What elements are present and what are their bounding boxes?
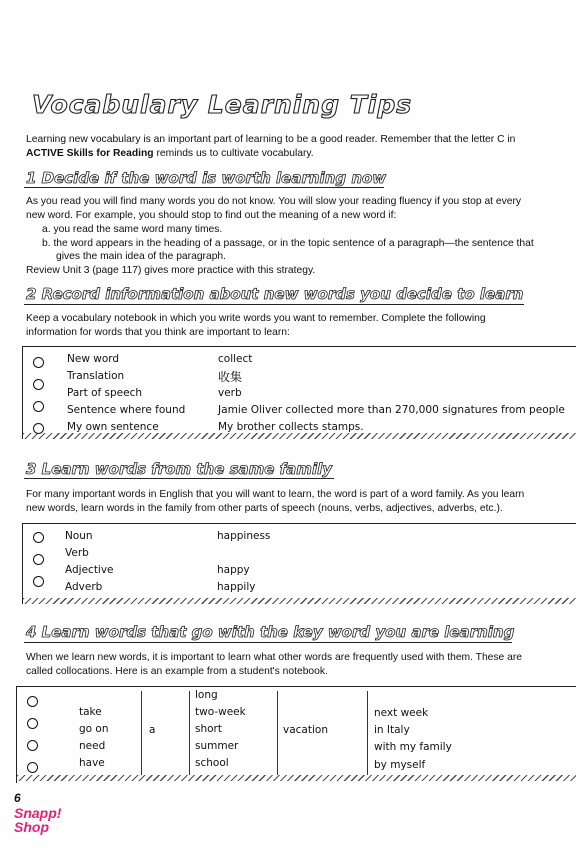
modifier-cell: short — [195, 723, 222, 735]
binder-hole-icon — [27, 762, 38, 773]
family-value: happy — [217, 564, 250, 576]
binder-hole-icon — [33, 379, 44, 390]
record-value: Jamie Oliver collected more than 270,000 signatures from people — [218, 404, 565, 416]
modifier-cell: long — [195, 689, 218, 701]
after-cell: by myself — [374, 759, 426, 771]
column-divider — [141, 691, 142, 775]
torn-edge — [23, 598, 576, 604]
binder-hole-icon — [27, 718, 38, 729]
binder-hole-icon — [33, 554, 44, 565]
record-label: New word — [67, 353, 120, 365]
section-1-line: a. you read the same word many times. — [42, 224, 223, 235]
record-label: Part of speech — [67, 387, 143, 399]
section-3-line: new words, learn words in the family from other parts of speech (nouns, verbs, adjectives, adverbs, etc.). — [26, 503, 503, 514]
page-title: Vocabulary Learning Tips — [32, 90, 413, 119]
section-1-line: Review Unit 3 (page 117) gives more practice with this strategy. — [26, 265, 316, 276]
modifier-cell: two-week — [195, 706, 246, 718]
section-1-heading: 1 Decide if the word is worth learning now — [26, 169, 387, 187]
record-value: My brother collects stamps. — [218, 421, 364, 433]
verb-cell: take — [79, 706, 102, 718]
family-label: Verb — [65, 547, 89, 559]
after-cell: next week — [374, 707, 429, 719]
page-number: 6 — [14, 791, 21, 805]
family-label: Noun — [65, 530, 93, 542]
binder-hole-icon — [33, 401, 44, 412]
section-2-rule — [24, 304, 524, 305]
record-value: 收集 — [218, 370, 243, 384]
section-3-line: For many important words in English that you will want to learn, the word is part of a word family. As you learn — [26, 489, 525, 500]
intro-rest: reminds us to cultivate vocabulary. — [153, 148, 314, 159]
section-4-line: When we learn new words, it is important to learn what other words are frequently used with them. These are — [26, 652, 523, 663]
binder-hole-icon — [33, 576, 44, 587]
torn-edge — [23, 433, 576, 439]
modifier-cell: school — [195, 757, 229, 769]
family-value: happiness — [217, 530, 271, 542]
section-4-heading: 4 Learn words that go with the key word you are learning — [26, 623, 515, 641]
section-1-line: gives the main idea of the paragraph. — [56, 251, 227, 262]
after-cell: with my family — [374, 741, 452, 753]
column-divider — [189, 691, 190, 775]
record-value: collect — [218, 353, 253, 365]
intro-line-1: Learning new vocabulary is an important part of learning to be a good reader. Remember that the letter C in — [26, 134, 516, 145]
section-4-line: called collocations. Here is an example from a student's notebook. — [26, 666, 328, 677]
watermark-logo — [14, 806, 61, 834]
section-1-line: As you read you will find many words you do not know. You will slow your reading fluency if you stop at every — [26, 196, 522, 207]
watermark-line: Shop — [14, 819, 49, 835]
intro-line-2 — [26, 147, 314, 161]
binder-hole-icon — [33, 532, 44, 543]
verb-cell: have — [79, 757, 105, 769]
record-label: My own sentence — [67, 421, 159, 433]
torn-edge — [17, 775, 576, 781]
column-divider — [367, 691, 368, 775]
section-2-heading: 2 Record information about new words you decide to learn — [26, 285, 524, 303]
family-label: Adjective — [65, 564, 114, 576]
verb-cell: need — [79, 740, 106, 752]
column-divider — [277, 691, 278, 775]
verb-cell: go on — [79, 723, 109, 735]
section-1-line: new word. For example, you should stop to find out the meaning of a new word if: — [26, 210, 397, 221]
section-3-heading: 3 Learn words from the same family — [26, 460, 332, 478]
section-1-rule — [24, 187, 384, 188]
notebook-family — [22, 523, 576, 604]
book-title: ACTIVE Skills for Reading — [26, 148, 154, 159]
record-value: verb — [218, 387, 242, 399]
family-value: happily — [217, 581, 256, 593]
record-label: Translation — [67, 370, 125, 382]
section-2-line: information for words that you think are important to learn: — [26, 327, 290, 338]
watermark-line: Snapp! — [14, 805, 62, 821]
section-4-rule — [24, 642, 512, 643]
notebook-collocation — [16, 686, 576, 783]
binder-hole-icon — [27, 740, 38, 751]
binder-hole-icon — [33, 357, 44, 368]
binder-hole-icon — [27, 696, 38, 707]
section-1-line: b. the word appears in the heading of a passage, or in the topic sentence of a paragraph—the sentence that — [42, 238, 534, 249]
modifier-cell: summer — [195, 740, 239, 752]
section-3-rule — [24, 478, 334, 479]
section-2-line: Keep a vocabulary notebook in which you write words you want to remember. Complete the following — [26, 313, 486, 324]
family-label: Adverb — [65, 581, 103, 593]
record-label: Sentence where found — [67, 404, 186, 416]
article-cell: a — [149, 724, 156, 736]
noun-cell: vacation — [283, 724, 328, 736]
after-cell: in Italy — [374, 724, 410, 736]
notebook-record — [22, 346, 576, 439]
